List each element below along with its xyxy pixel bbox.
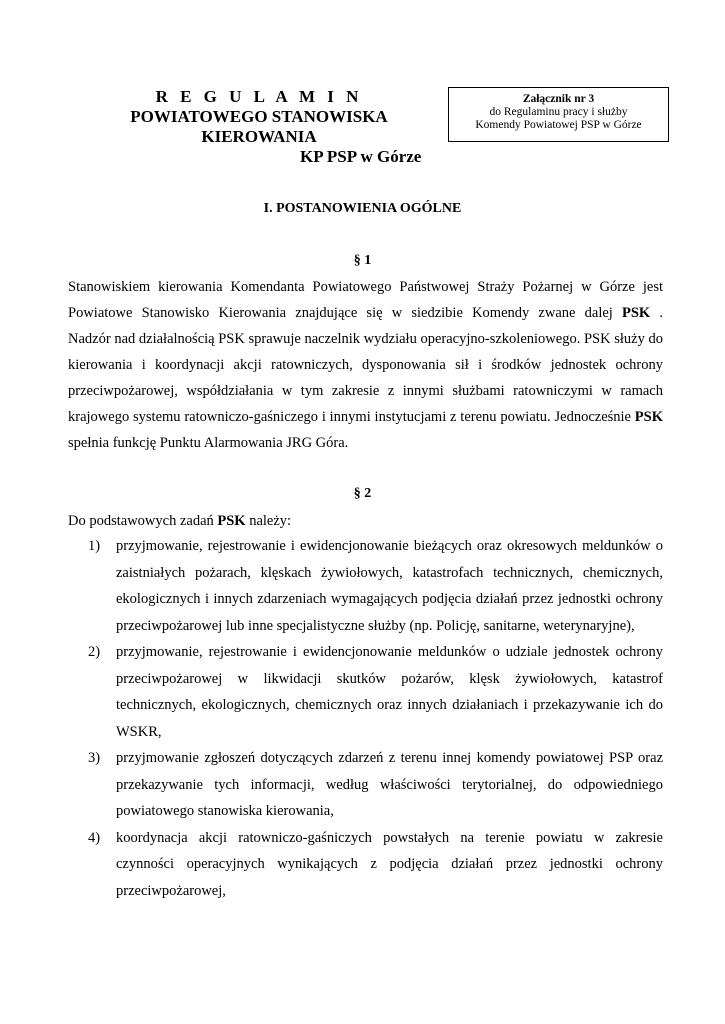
tasks-list — [68, 533, 663, 904]
section-heading: I. POSTANOWIENIA OGÓLNE — [263, 201, 462, 216]
title-line-2: POWIATOWEGO STANOWISKA — [130, 107, 388, 126]
title-line-4: KP PSP w Górze — [300, 147, 422, 166]
document-title — [128, 87, 390, 147]
list-item-text: przyjmowanie, rejestrowanie i ewidencjonowanie bieżących oraz okresowych meldunków o zaistniałych pożarach, klęskach żywiołowych, katastrofach technicznych, chemicznych, ekologicznych i innych zdarzeniach wymagających podjęcia działań przez jednostki ochrony przeciwpożarowej lub inne specjalistyczne służby (np. Policję, sanitarne, weterynaryjne), — [116, 538, 663, 634]
list-item-text: koordynacja akcji ratowniczo-gaśniczych powstałych na terenie powiatu w zakresie czynności operacyjnych wynikających z podjęcia działań przez jednostki ochrony przeciwpożarowej, — [116, 829, 663, 899]
list-item-number: 1) — [88, 538, 101, 554]
list-item-number: 4) — [88, 829, 101, 846]
attachment-line-1: do Regulaminu pracy i służby — [489, 106, 628, 118]
psk-abbr: PSK — [634, 409, 663, 425]
list-item-number: 3) — [88, 750, 101, 766]
sentence-2-end: spełnia funkcję Punktu Alarmowania JRG Góra. — [68, 435, 349, 451]
list-item — [68, 745, 663, 825]
title-line-1: R E G U L A M I N — [155, 87, 363, 106]
paragraph-1-sentence-1 — [68, 274, 663, 326]
list-item — [68, 825, 663, 905]
list-item — [68, 533, 663, 639]
list-item — [68, 639, 663, 745]
attachment-title: Załącznik nr 3 — [522, 93, 595, 105]
intro-text: Do podstawowych zadań — [68, 513, 218, 529]
intro-end: należy: — [245, 513, 292, 529]
list-item-text: przyjmowanie zgłoszeń dotyczących zdarzeń z terenu innej komendy powiatowej PSP oraz przekazywanie tych informacji, według właściwości terytorialnej, do odpowiedniego powiatowego stanowiska kierowania, — [116, 750, 663, 819]
list-item-number: 2) — [88, 644, 101, 660]
psk-abbr: PSK — [217, 513, 246, 529]
sentence-2-text: Nadzór nad działalnością PSK sprawuje naczelnik wydziału operacyjno-szkoleniowego. PSK służy do kierowania i koordynacji akcji ratowniczych, dysponowania sił i środków jednostek ochrony przeciwpożarowej, współdziałania w tym zakresie z innymi służbami ratowniczymi w ramach krajowego systemu ratowniczo-gaśniczego i innymi instytucjami z terenu powiatu. Jednocześnie — [68, 331, 663, 425]
paragraph-1-sign: § 1 — [353, 253, 372, 268]
sentence-1-end: . — [650, 305, 663, 321]
psk-abbr: PSK — [621, 305, 651, 321]
title-line-3: KIEROWANIA — [201, 127, 317, 146]
paragraph-2-intro — [68, 508, 663, 534]
sentence-1-text: Stanowiskiem kierowania Komendanta Powiatowego Państwowej Straży Pożarnej w Górze jest Powiatowe Stanowisko Kierowania znajdujące się w siedzibie Komendy zwane dalej — [68, 279, 663, 321]
attachment-box — [448, 87, 669, 142]
paragraph-2-sign: § 2 — [353, 486, 372, 501]
attachment-line-2: Komendy Powiatowej PSP w Górze — [475, 119, 642, 131]
paragraph-1-sentence-2 — [68, 326, 663, 456]
list-item-text: przyjmowanie, rejestrowanie i ewidencjonowanie meldunków o udziale jednostek ochrony przeciwpożarowej w likwidacji skutków pożarów, klęsk żywiołowych, katastrof technicznych, ekologicznych, chemicznych oraz innych działaniach i przekazywanie ich do WSKR, — [116, 644, 663, 740]
